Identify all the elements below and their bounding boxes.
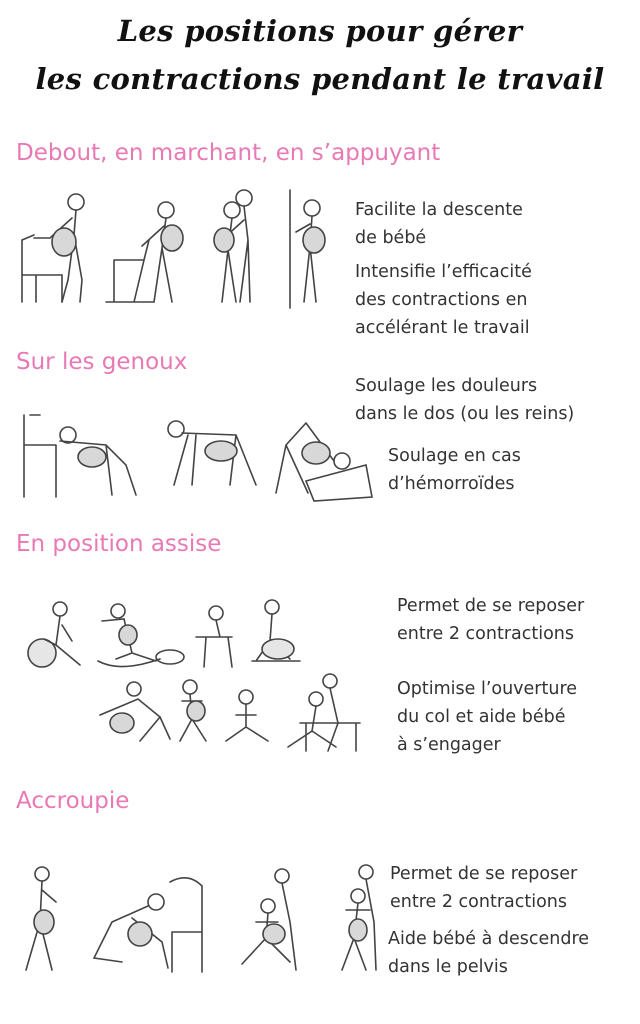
- section-heading-kneeling: Sur les genoux: [16, 349, 188, 375]
- section-heading-seated: En position assise: [16, 531, 222, 557]
- section-heading-squatting: Accroupie: [16, 788, 130, 814]
- infographic-title-line-2: les contractions pendant le travail: [35, 62, 605, 96]
- note-kneeling-1: Soulage les douleurs dans le dos (ou les reins): [355, 376, 575, 424]
- kneeling-positions-illustration: [16, 405, 376, 505]
- note-seated-1: Permet de se reposer entre 2 contractions: [397, 596, 585, 644]
- squatting-positions-illustration: [12, 862, 388, 982]
- seated-positions-illustration: [20, 595, 380, 760]
- note-seated-2: Optimise l’ouverture du col et aide bébé à s’engager: [397, 679, 578, 755]
- note-squatting-1: Permet de se reposer entre 2 contractions: [390, 864, 578, 912]
- note-standing-1: Facilite la descente de bébé: [355, 200, 523, 248]
- note-kneeling-2: Soulage en cas d’hémorroïdes: [388, 446, 521, 494]
- note-squatting-2: Aide bébé à descendre dans le pelvis: [388, 929, 590, 977]
- infographic-title-line-1: Les positions pour gérer: [117, 14, 523, 48]
- note-standing-2: Intensifie l’efficacité des contractions en accélérant le travail: [355, 262, 532, 338]
- standing-positions-illustration: [14, 180, 344, 310]
- section-heading-standing: Debout, en marchant, en s’appuyant: [16, 140, 441, 166]
